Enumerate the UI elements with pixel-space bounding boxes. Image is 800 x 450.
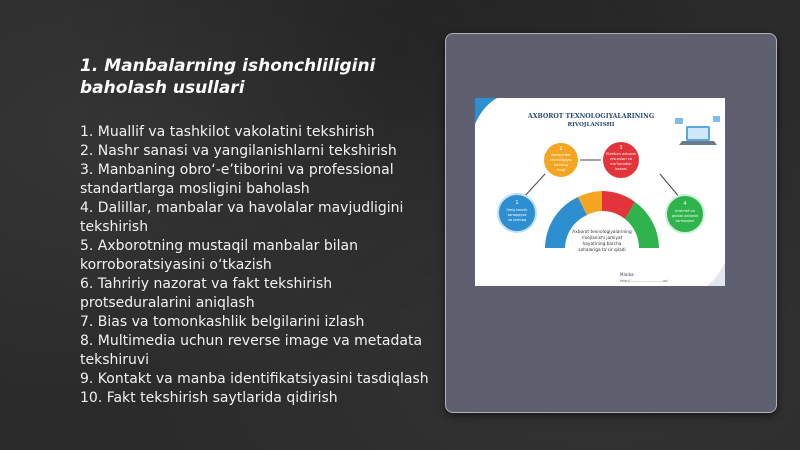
svg-text:taraqqiyot: taraqqiyot [507,213,527,217]
node-2 [543,142,579,178]
list-item: 4. Dalillar, manbalar va havolalar mavjudligini tekshirish [80,200,404,235]
node-1 [498,194,536,232]
svg-text:texnologiya-: texnologiya- [549,158,573,162]
infographic-image [475,98,725,286]
laptop-icon [675,116,720,145]
center-text: hayotining barcha [582,242,622,247]
source-url: http://..............................uz/ [620,279,668,283]
list-item: 6. Tahririy nazorat va fakt tekshirish protseduralarini aniqlash [80,276,333,311]
svg-text:va tarmoq: va tarmoq [507,218,527,222]
svg-text:rivoji: rivoji [556,168,566,172]
source-label: Manba: [620,272,635,277]
svg-text:Elektron axborot: Elektron axborot [606,152,636,156]
list-item: 7. Bias va tomonkashlik belgilarini izlash [80,314,365,330]
svg-text:4: 4 [683,201,687,207]
list-item: 5. Axborotning mustaqil manbalar bilan korroboratsiyasini o‘tkazish [80,238,358,273]
center-text: Axborot texnologiyalarining [572,230,632,235]
infographic-title: AXBOROT TEXNOLOGIYALARINING [527,113,655,120]
node-3 [602,141,640,179]
svg-text:resurslari va: resurslari va [609,157,633,161]
list-item: 10. Fakt tekshirish saytlarida qidirish [80,390,338,406]
svg-text:ma'lumotlar: ma'lumotlar [610,162,632,166]
center-text: rivojlanishi jamiyat [581,236,623,241]
slide-title: 1. Manbalarning ishonchliligini baholash usullari [80,56,376,98]
list-item: 8. Multimedia uchun reverse image va metadata tekshiruvi [80,333,423,368]
infographic-svg [475,98,725,286]
corner-decoration [707,262,725,286]
svg-text:Kompyuter: Kompyuter [551,153,571,157]
infographic-subtitle: RIVOJLANISHI [567,122,615,128]
node-4 [666,195,704,233]
svg-text:Ilmiy-texnik: Ilmiy-texnik [506,208,528,212]
list-item: 1. Muallif va tashkilot vakolatini tekshirish [80,124,375,140]
svg-text:global axborot: global axborot [672,214,698,218]
list-item: 2. Nashr sanasi va yangilanishlarni tekshirish [80,143,397,159]
svg-text:1: 1 [515,200,519,206]
list-item: 9. Kontakt va manba identifikatsiyasini tasdiqlash [80,371,429,387]
corner-decoration [475,98,497,124]
svg-text:3: 3 [619,145,623,151]
svg-text:2: 2 [559,146,563,152]
list-item: 3. Manbaning obro‘-e’tiborini va professional standartlarga mosligini baholash [80,162,394,197]
svg-text:bazasi: bazasi [615,167,627,171]
center-text: sohalariga ta'sir qiladi [578,248,626,253]
svg-text:tarmoqlari: tarmoqlari [675,219,695,223]
svg-text:larining: larining [554,163,568,167]
svg-text:Internet va: Internet va [675,209,695,213]
methods-list [80,123,430,408]
